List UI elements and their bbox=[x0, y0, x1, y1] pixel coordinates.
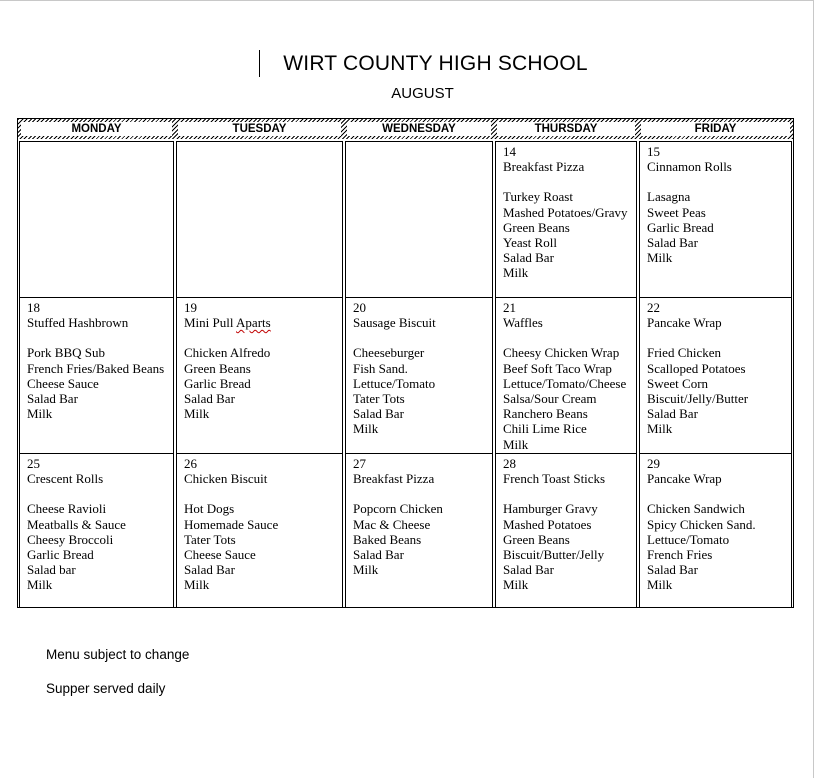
lunch-item: Green Beans bbox=[184, 360, 251, 376]
weekday-header-monday: MONDAY bbox=[21, 122, 172, 136]
day-cell bbox=[19, 453, 174, 608]
lunch-item: Popcorn Chicken bbox=[353, 501, 443, 517]
day-cell bbox=[495, 297, 637, 454]
lunch-item: Mac & Cheese bbox=[353, 516, 431, 532]
lunch-item: Green Beans bbox=[503, 219, 570, 235]
lunch-item: Cheese Ravioli bbox=[27, 501, 107, 517]
lunch-item: Scalloped Potatoes bbox=[647, 360, 746, 376]
lunch-item: Salad Bar bbox=[647, 234, 698, 250]
lunch-item: Cheese Sauce bbox=[27, 375, 99, 391]
lunch-item: Salad Bar bbox=[647, 406, 698, 422]
day-cell bbox=[495, 453, 637, 608]
lunch-item: Cheesy Broccoli bbox=[27, 531, 114, 547]
meal-spacer bbox=[353, 330, 492, 345]
day-cell bbox=[345, 141, 493, 298]
lunch-item: Sweet Corn bbox=[647, 375, 709, 391]
lunch-item: Milk bbox=[27, 406, 53, 422]
lunch-item: Homemade Sauce bbox=[184, 516, 279, 532]
menu-calendar bbox=[17, 118, 794, 608]
meal-spacer bbox=[503, 174, 636, 189]
day-cell bbox=[345, 297, 493, 454]
breakfast-item: Breakfast Pizza bbox=[503, 159, 585, 175]
lunch-item: Tater Tots bbox=[353, 390, 405, 406]
meal-spacer bbox=[647, 486, 791, 501]
day-date: 15 bbox=[647, 144, 660, 159]
weekday-header-thursday: THURSDAY bbox=[497, 122, 635, 136]
page-edge-right bbox=[813, 0, 814, 778]
lunch-item: Salad Bar bbox=[503, 562, 554, 578]
weekday-header-wednesday: WEDNESDAY bbox=[347, 122, 491, 136]
breakfast-item: French Toast Sticks bbox=[503, 471, 606, 487]
lunch-item: Baked Beans bbox=[353, 531, 422, 547]
lunch-item: Hot Dogs bbox=[184, 501, 235, 517]
lunch-item: Biscuit/Butter/Jelly bbox=[503, 546, 605, 562]
lunch-item: Garlic Bread bbox=[27, 546, 94, 562]
meal-spacer bbox=[503, 486, 636, 501]
lunch-item: Meatballs & Sauce bbox=[27, 516, 126, 532]
lunch-item: Milk bbox=[647, 577, 673, 593]
meal-spacer bbox=[184, 330, 342, 345]
lunch-item: Milk bbox=[647, 421, 673, 437]
lunch-item: Fried Chicken bbox=[647, 345, 722, 361]
lunch-item: Chili Lime Rice bbox=[503, 421, 587, 437]
meal-spacer bbox=[353, 486, 492, 501]
lunch-item: Chicken Sandwich bbox=[647, 501, 745, 517]
lunch-item: Lettuce/Tomato bbox=[353, 375, 436, 391]
note-menu-change: Menu subject to change bbox=[46, 647, 190, 662]
meal-spacer bbox=[27, 486, 173, 501]
meal-spacer bbox=[503, 330, 636, 345]
meal-spacer bbox=[184, 486, 342, 501]
page-title bbox=[0, 52, 815, 76]
lunch-item: Mashed Potatoes bbox=[503, 516, 592, 532]
lunch-item: Milk bbox=[184, 406, 210, 422]
day-cell bbox=[176, 297, 343, 454]
lunch-item: Yeast Roll bbox=[503, 234, 557, 250]
day-date: 20 bbox=[353, 300, 366, 315]
lunch-item: Salad Bar bbox=[353, 406, 404, 422]
lunch-item: Lettuce/Tomato bbox=[647, 531, 730, 547]
day-date: 25 bbox=[27, 456, 40, 471]
breakfast-item bbox=[184, 315, 342, 330]
lunch-item: Lettuce/Tomato/Cheese bbox=[503, 375, 627, 391]
page-edge-top bbox=[0, 0, 813, 1]
weekday-header-friday: FRIDAY bbox=[641, 122, 790, 136]
day-date: 21 bbox=[503, 300, 516, 315]
lunch-item: Fish Sand. bbox=[353, 360, 408, 376]
breakfast-item: Chicken Biscuit bbox=[184, 471, 268, 487]
school-name: WIRT COUNTY HIGH SCHOOL bbox=[283, 52, 588, 75]
lunch-item: Milk bbox=[503, 436, 529, 452]
lunch-item: Mashed Potatoes/Gravy bbox=[503, 204, 628, 220]
lunch-item: Milk bbox=[503, 577, 529, 593]
day-cell bbox=[19, 297, 174, 454]
day-cell bbox=[639, 297, 792, 454]
month-label: AUGUST bbox=[391, 85, 454, 102]
lunch-item: Milk bbox=[353, 562, 379, 578]
lunch-item: Turkey Roast bbox=[503, 189, 573, 205]
note-supper: Supper served daily bbox=[46, 681, 166, 696]
lunch-item: Chicken Alfredo bbox=[184, 345, 271, 361]
lunch-item: Cheeseburger bbox=[353, 345, 425, 361]
breakfast-item: Pancake Wrap bbox=[647, 315, 722, 331]
lunch-item: Salad Bar bbox=[353, 546, 404, 562]
lunch-item: Milk bbox=[503, 265, 529, 281]
day-date: 22 bbox=[647, 300, 660, 315]
breakfast-item: Pancake Wrap bbox=[647, 471, 722, 487]
lunch-item: Salad bar bbox=[27, 562, 76, 578]
breakfast-item: Stuffed Hashbrown bbox=[27, 315, 129, 331]
meal-spacer bbox=[27, 330, 173, 345]
day-date: 26 bbox=[184, 456, 197, 471]
lunch-item: Salad Bar bbox=[647, 562, 698, 578]
lunch-item: Milk bbox=[27, 577, 53, 593]
lunch-item: Lasagna bbox=[647, 189, 691, 205]
lunch-item: Sweet Peas bbox=[647, 204, 706, 220]
lunch-item: Biscuit/Jelly/Butter bbox=[647, 390, 749, 406]
weekday-header-tuesday: TUESDAY bbox=[178, 122, 341, 136]
meal-spacer bbox=[647, 174, 791, 189]
day-date: 19 bbox=[184, 300, 197, 315]
lunch-item: Salad Bar bbox=[184, 562, 235, 578]
lunch-item: Tater Tots bbox=[184, 531, 236, 547]
lunch-item: Pork BBQ Sub bbox=[27, 345, 106, 361]
lunch-item: Hamburger Gravy bbox=[503, 501, 598, 517]
day-cell bbox=[639, 453, 792, 608]
breakfast-item: Sausage Biscuit bbox=[353, 315, 436, 331]
day-date: 14 bbox=[503, 144, 516, 159]
weekday-header-row bbox=[18, 119, 793, 139]
meal-spacer bbox=[647, 330, 791, 345]
day-cell bbox=[639, 141, 792, 298]
day-date: 27 bbox=[353, 456, 366, 471]
spellcheck-flagged-word: Aparts bbox=[236, 315, 271, 331]
lunch-item: Salad Bar bbox=[184, 390, 235, 406]
day-date: 29 bbox=[647, 456, 660, 471]
lunch-item: Cheese Sauce bbox=[184, 546, 256, 562]
lunch-item: Ranchero Beans bbox=[503, 406, 588, 422]
lunch-item: Cheesy Chicken Wrap bbox=[503, 345, 620, 361]
day-date: 28 bbox=[503, 456, 516, 471]
lunch-item: Garlic Bread bbox=[647, 219, 714, 235]
breakfast-item: Waffles bbox=[503, 315, 543, 331]
breakfast-item: Cinnamon Rolls bbox=[647, 159, 732, 175]
lunch-item: Beef Soft Taco Wrap bbox=[503, 360, 612, 376]
lunch-item: Salsa/Sour Cream bbox=[503, 390, 597, 406]
lunch-item: French Fries bbox=[647, 546, 713, 562]
lunch-item: Green Beans bbox=[503, 531, 570, 547]
day-cell bbox=[19, 141, 174, 298]
breakfast-item: Crescent Rolls bbox=[27, 471, 104, 487]
lunch-item: Salad Bar bbox=[503, 250, 554, 266]
day-cell bbox=[495, 141, 637, 298]
lunch-item: Spicy Chicken Sand. bbox=[647, 516, 756, 532]
breakfast-item: Breakfast Pizza bbox=[353, 471, 435, 487]
breakfast-text-part: Mini Pull bbox=[184, 315, 237, 331]
day-cell bbox=[176, 141, 343, 298]
lunch-item: French Fries/Baked Beans bbox=[27, 360, 165, 376]
day-cell bbox=[176, 453, 343, 608]
lunch-item: Salad Bar bbox=[27, 390, 78, 406]
lunch-item: Milk bbox=[184, 577, 210, 593]
lunch-item: Garlic Bread bbox=[184, 375, 251, 391]
lunch-item: Milk bbox=[353, 421, 379, 437]
day-cell bbox=[345, 453, 493, 608]
day-date: 18 bbox=[27, 300, 40, 315]
lunch-item: Milk bbox=[647, 250, 673, 266]
month-heading bbox=[0, 85, 815, 102]
